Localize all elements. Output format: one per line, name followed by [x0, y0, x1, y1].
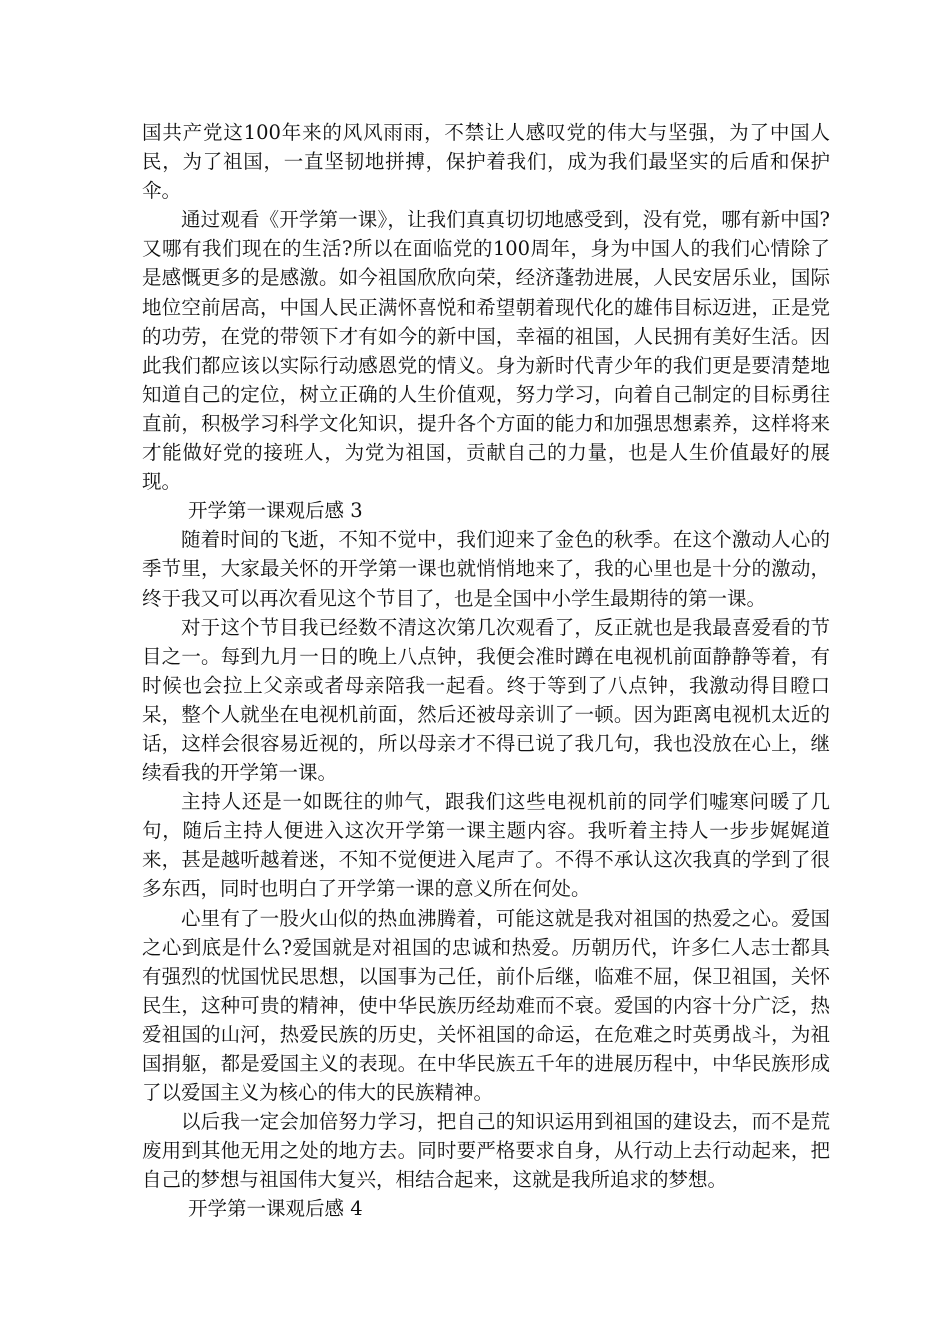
- paragraph: 国共产党这100年来的风风雨雨，不禁让人感叹党的伟大与坚强，为了中国人民，为了祖国，一直坚韧地拼搏，保护着我们，成为我们最坚实的后盾和保护伞。: [142, 121, 830, 203]
- paragraph: 对于这个节目我已经数不清这次第几次观看了，反正就也是我最喜爱看的节目之一。每到九月一日的晚上八点钟，我便会准时蹲在电视机前面静静等着，有时候也会拉上父亲或者母亲陪我一起看。终于等到了八点钟，我激动得目瞪口呆，整个人就坐在电视机前面，然后还被母亲训了一顿。因为距离电视机太近的话，这样会很容易近视的，所以母亲才不得已说了我几句，我也没放在心上，继续看我的开学第一课。: [142, 615, 830, 785]
- paragraph: 以后我一定会加倍努力学习，把自己的知识运用到祖国的建设去，而不是荒废用到其他无用之处的地方去。同时要严格要求自身，从行动上去行动起来，把自己的梦想与祖国伟大复兴，相结合起来，这就是我所追求的梦想。: [142, 1110, 830, 1192]
- paragraph: 心里有了一股火山似的热血沸腾着，可能这就是我对祖国的热爱之心。爱国之心到底是什么?爱国就是对祖国的忠诚和热爱。历朝历代，许多仁人志士都具有强烈的忧国忧民思想，以国事为己任，前仆后继，临难不屈，保卫祖国，关怀民生，这种可贵的精神，使中华民族历经劫难而不衰。爱国的内容十分广泛，热爱祖国的山河，热爱民族的历史，关怀祖国的命运，在危难之时英勇战斗，为祖国捐躯，都是爱国主义的表现。在中华民族五千年的进展历程中，中华民族形成了以爱国主义为核心的伟大的民族精神。: [142, 906, 830, 1105]
- document-body: [142, 118, 830, 1224]
- section-heading: 开学第一课观后感 4: [188, 1197, 363, 1221]
- section-heading: 开学第一课观后感 3: [188, 499, 363, 523]
- paragraph: 随着时间的飞逝，不知不觉中，我们迎来了金色的秋季。在这个激动人心的季节里，大家最关怀的开学第一课也就悄悄地来了，我的心里也是十分的激动，终于我又可以再次看见这个节目了，也是全国中小学生最期待的第一课。: [142, 528, 830, 610]
- paragraph: 通过观看《开学第一课》，让我们真真切切地感受到，没有党，哪有新中国?又哪有我们现在的生活?所以在面临党的100周年，身为中国人的我们心情除了是感慨更多的是感激。如今祖国欣欣向荣，经济蓬勃进展，人民安居乐业，国际地位空前居高，中国人民正满怀喜悦和希望朝着现代化的雄伟目标迈进，正是党的功劳，在党的带领下才有如今的新中国，幸福的祖国，人民拥有美好生活。因此我们都应该以实际行动感恩党的情义。身为新时代青少年的我们更是要清楚地知道自己的定位，树立正确的人生价值观，努力学习，向着自己制定的目标勇往直前，积极学习科学文化知识，提升各个方面的能力和加强思想素养，这样将来才能做好党的接班人，为党为祖国，贡献自己的力量，也是人生价值最好的展现。: [142, 208, 830, 494]
- paragraph: 主持人还是一如既往的帅气，跟我们这些电视机前的同学们嘘寒问暖了几句，随后主持人便进入这次开学第一课主题内容。我听着主持人一步步娓娓道来，甚是越听越着迷，不知不觉便进入尾声了。不得不承认这次我真的学到了很多东西，同时也明白了开学第一课的意义所在何处。: [142, 790, 830, 901]
